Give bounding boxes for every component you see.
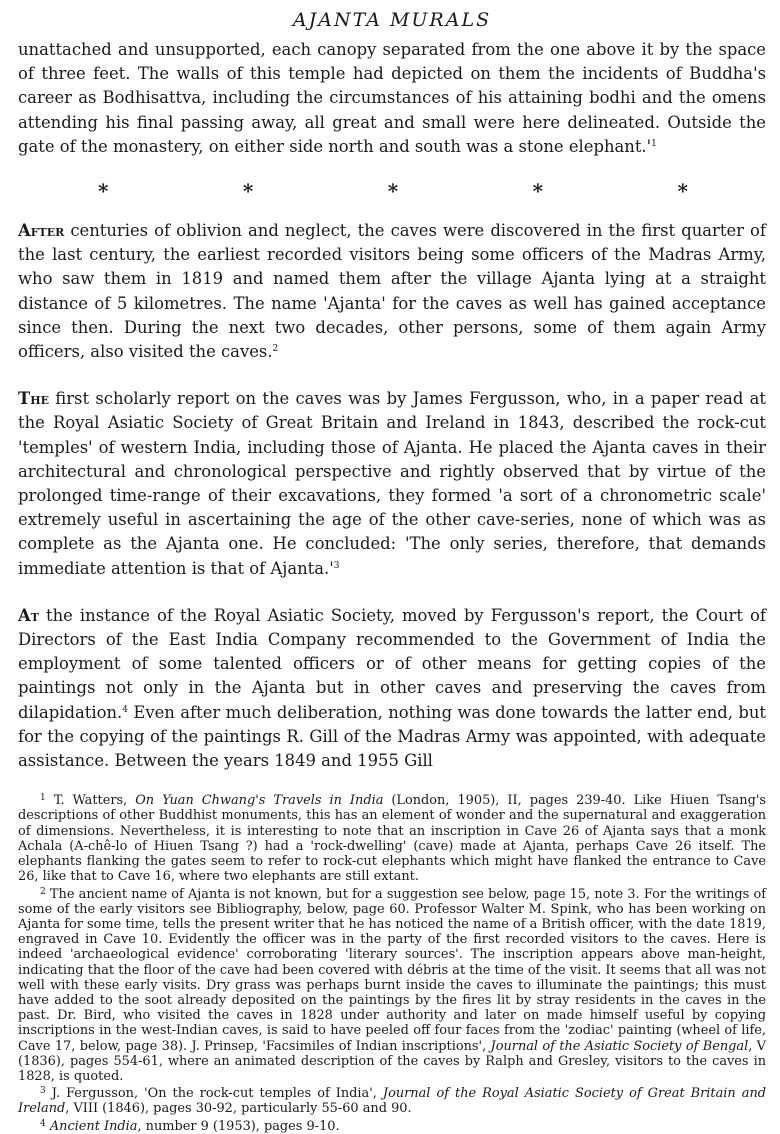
paragraph-3: The first scholarly report on the caves was by James Fergusson, who, in a paper read at the Royal Asiatic Society of Great Britain and Ireland in 1843, described the rock-cut 'temples' of western India, including those of Ajanta. He placed the Ajanta caves in their architectural and chronological perspective and rightly observed that by virtue of the prolonged time-range of their excavations, they formed 'a sort of a chronometric scale' extremely useful in ascertaining the age of the other cave-series, none of which was as complete as the Ajanta one. He concluded: 'The only series, therefore, that demands immediate attention is that of $Ajanta.'^3$ xyxy=(18,389,766,578)
lead-word: After xyxy=(18,221,65,241)
lead-word: The xyxy=(18,389,49,409)
divider-star: * xyxy=(532,179,544,204)
divider-star: * xyxy=(98,179,109,204)
footnote-ref-2[interactable]: 2 xyxy=(272,344,279,355)
footnote-ref-3[interactable]: 3 xyxy=(333,560,340,571)
running-head: AJANTA MURALS xyxy=(292,9,492,31)
body-text xyxy=(18,38,766,773)
paragraph-1: unattached and unsupported, each canopy separated from the one above it by the space of three feet. The walls of this temple had depicted on them the incidents of Buddha's career as Bodhisattva, including the circumstances of his attaining bodhi and the omens attending his final passing away, all great and small were here delineated. Outside the gate of the monastery, on either side north and south was a stone $elephant.'^1$ xyxy=(18,40,766,156)
cited-title: Journal of the Asiatic Society of Bengal xyxy=(490,1038,749,1054)
paragraph-2: After centuries of oblivion and neglect, the caves were discovered in the first quarter of the last century, the earliest recorded visitors being some officers of the Madras Army, who saw them in 1819 and named them after the village Ajanta lying at a straight distance of 5 kilometres. The name 'Ajanta' for the caves as well has gained acceptance since then. During the next two decades, other persons, some of them again Army officers, also visited the caves.$^2$ xyxy=(18,221,766,362)
footnote-1: $^1$ T. Watters, On Yuan Chwang's Travels in India (London, 1905), II, pages 239-40. Like Hiuen Tsang's descriptions of other Buddhist monuments, this has an element of wonder and the supernatural and exaggeration of dimensions. Nevertheless, it is interesting to note that an inscription in Cave 26 of Ajanta says that a monk Achala (A-chê-lo of Hiuen Tsang ?) had a 'rock-dwelling' (cave) made at Ajanta, perhaps Cave 26 itself. The elephants flanking the gates seem to refer to rock-cut elephants which might have flanked the entrance to Cave 26, like that to Cave 16, where two elephants are still extant. xyxy=(18,793,766,885)
paragraph-4: At the instance of the Royal Asiatic Society, moved by Fergusson's report, the Court of Directors of the East India Company recommended to the Government of India the employment of some talented officers or of other means for getting copies of the paintings not only in the Ajanta but in other caves and preserving the caves from dilapidation.$^4$ Even after much deliberation, nothing was done towards the latter end, but for the copying of the paintings R. Gill of the Madras Army was appointed, with adequate assistance. Between the years 1849 and 1955 Gill xyxy=(18,605,766,771)
cited-title: On Yuan Chwang's Travels in India xyxy=(135,793,384,809)
cited-title: Journal of the Royal Asiatic Society of Great Britain and Ireland xyxy=(18,1086,767,1117)
footnote-4: $^4$ Ancient India, number 9 (1953), pages 9-10. xyxy=(40,1118,340,1134)
footnote-2: $^2$ The ancient name of Ajanta is not known, but for a suggestion see below, page 15, note 3. For the writings of some of the early visitors see Bibliography, below, page 60. Professor Walter M. Spink, who has been working on Ajanta for some time, tells the present writer that he has noticed the name of a British officer, with the date 1819, engraved in Cave 10. Evidently the officer was in the party of the first recorded visitors to the caves. Here is indeed 'archaeological evidence' corroborating 'literary sources'. The inscription appears above man-height, indicating that the floor of the cave had been covered with débris at the time of the visit. It seems that all was not well with these early visits. Dry grass was perhaps burnt inside the caves to illuminate the paintings; this must have added to the soot already deposited on the paintings by the fires lit by stray residents in the caves in the past. Dr. Bird, who visited the caves in 1828 under authority and later on made himself useful by copying inscriptions in the west-Indian caves, is said to have peeled off four faces from the 'zodiac' painting (wheel of life, Cave 17, below, page 38). J. Prinsep, 'Facsimiles of Indian inscriptions', Journal of the Asiatic Society of Bengal, V (1836), pages 554-61, where an animated description of the caves by Ralph and Gresley, visitors to the caves in 1828, is quoted. xyxy=(18,886,766,1084)
divider-star: * xyxy=(387,179,399,204)
footnotes xyxy=(18,791,766,1133)
footnote-ref-4[interactable]: 4 xyxy=(122,704,128,715)
lead-word: At xyxy=(18,605,39,625)
divider-star: * xyxy=(242,179,254,204)
footnote-3: $^3$ J. Fergusson, 'On the rock-cut temples of India', Journal of the Royal Asiatic Society of Great Britain and Ireland, VIII (1846), pages 30-92, particularly 55-60 and 90. xyxy=(18,1086,767,1117)
divider-star: * xyxy=(677,179,688,204)
section-divider xyxy=(18,179,766,203)
footnote-ref-1[interactable]: 1 xyxy=(651,138,657,149)
cited-title: Ancient India xyxy=(49,1118,138,1134)
